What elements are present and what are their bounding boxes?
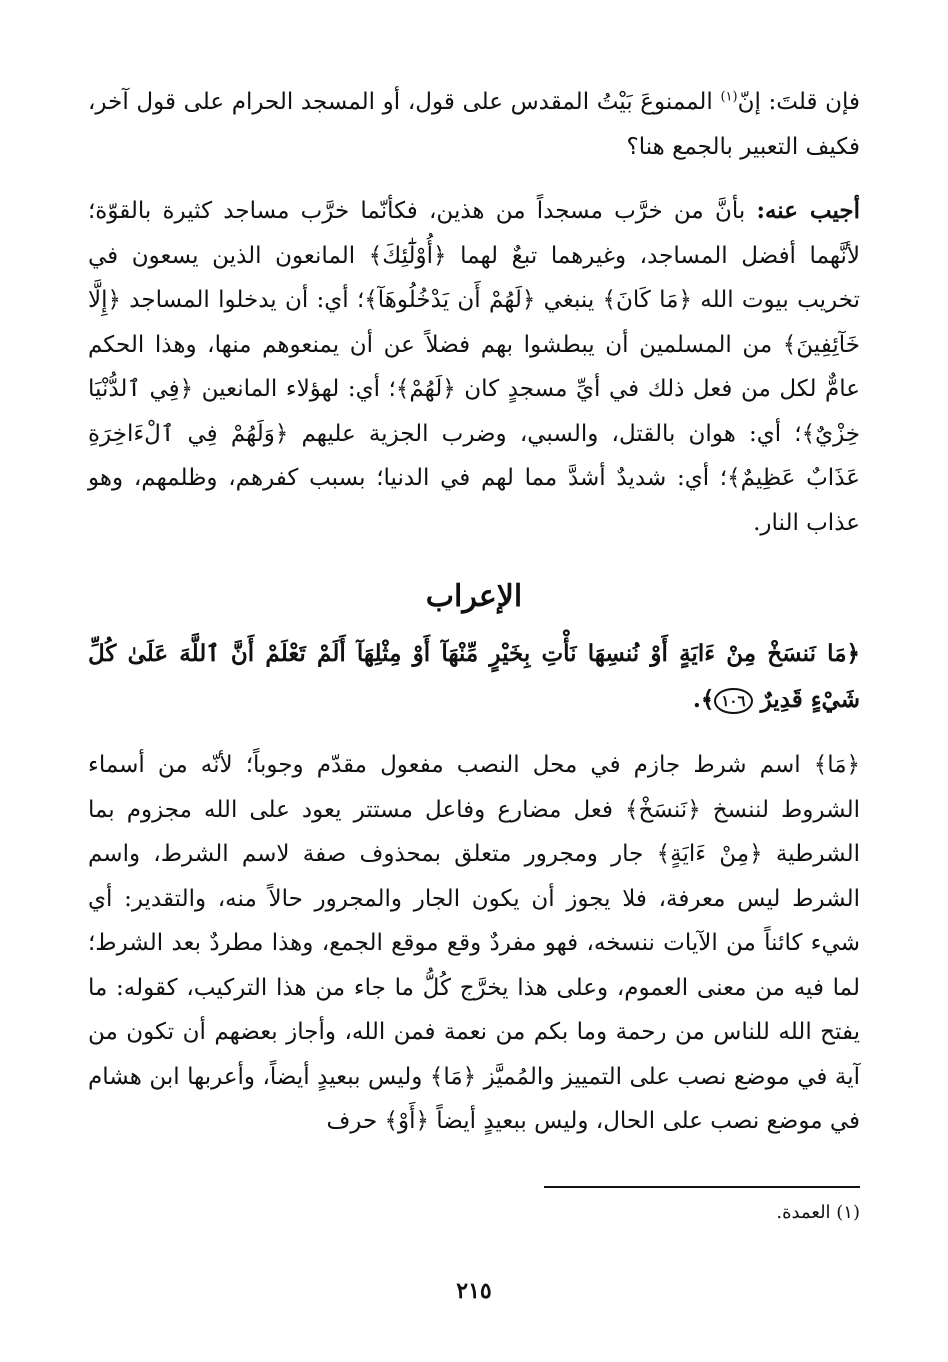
section-heading: الإعراب: [425, 579, 523, 614]
paragraph-answer: [88, 189, 860, 545]
verse-closing: ﴾.: [692, 686, 715, 713]
footnote: (١) العمدة.: [776, 1202, 860, 1223]
question-text-end: الممنوعَ بَيْتُ المقدس على قول، أو المسجد الحرام على قول آخر، فكيف التعبير بالجمع هنا؟: [88, 89, 860, 160]
question-text-start: فإن قلتَ: إنّ: [737, 89, 860, 115]
answer-lead: أجيب عنه:: [756, 197, 860, 224]
page-number: ٢١٥: [456, 1278, 492, 1304]
footnote-divider: [544, 1186, 860, 1188]
page-body: [88, 80, 860, 1144]
ayah-number-marker: ١٠٦: [714, 688, 752, 714]
verse-text: ﴿مَا نَنسَخْ مِنْ ءَايَةٍ أَوْ نُنسِهَا نَأْتِ بِخَيْرٍ مِّنْهَآ أَوْ مِثْلِهَآ أَلَمْ تَعْلَمْ أَنَّ ٱللَّهَ عَلَىٰ كُلِّ شَيْءٍ قَدِيرٌ: [88, 640, 860, 713]
answer-text: بأنَّ من خرَّب مسجداً من هذين، فكأنّما خرَّب مساجد كثيرة بالقوّة؛ لأنَّهما أفضل المساجد، وغيرهما تبعٌ لهما ﴿أُوْلَٰٓئِكَ﴾ المانعون الذين يسعون في تخريب بيوت الله ﴿مَا كَانَ﴾ ينبغي ﴿لَهُمْ أَن يَدْخُلُوهَآ﴾؛ أي: أن يدخلوا المساجد ﴿إِلَّا خَآئِفِينَ﴾ من المسلمين أن يبطشوا بهم فضلاً عن أن يمنعوهم منها، وهذا الحكم عامٌّ لكل من فعل ذلك في أيِّ مسجدٍ كان ﴿لَهُمْ﴾؛ أي: لهؤلاء المانعين ﴿فِي ٱلدُّنْيَا خِزْيٌ﴾؛ أي: هوان بالقتل، والسبي، وضرب الجزية عليهم ﴿وَلَهُمْ فِي ٱلْءَاخِرَةِ عَذَابٌ عَظِيمٌ﴾؛ أي: شديدٌ أشدَّ مما لهم في الدنيا؛ بسبب كفرهم، وظلمهم، وهو عذاب النار.: [88, 198, 860, 536]
paragraph-parsing: ﴿مَا﴾ اسم شرط جازم في محل النصب مفعول مقدّم وجوباً؛ لأنّه من أسماء الشروط لننسخ ﴿نَنسَخْ﴾ فعل مضارع وفاعل مستتر يعود على الله مجزوم بما الشرطية ﴿مِنْ ءَايَةٍ﴾ جار ومجرور متعلق بمحذوف صفة لاسم الشرط، واسم الشرط ليس معرفة، فلا يجوز أن يكون الجار والمجرور حالاً منه، والتقدير: أي شيء كائناً من الآيات ننسخه، فهو مفردٌ وقع موقع الجمع، وهذا مطردٌ بعد الشرط؛ لما فيه من معنى العموم، وعلى هذا يخرَّج كُلُّ ما جاء من هذا التركيب، كقوله: ما يفتح الله للناس من رحمة وما بكم من نعمة فمن الله، وأجاز بعضهم أن تكون من آية في موضع نصب على التمييز والمُميَّز ﴿مَا﴾ وليس ببعيدٍ أيضاً، وأعربها ابن هشام في موضع نصب على الحال، وليس ببعيدٍ أيضاً ﴿أَوْ﴾ حرف: [88, 752, 860, 1134]
footnote-reference: (١): [720, 89, 738, 105]
paragraph-question: [88, 80, 860, 169]
quran-verse: [88, 631, 860, 723]
